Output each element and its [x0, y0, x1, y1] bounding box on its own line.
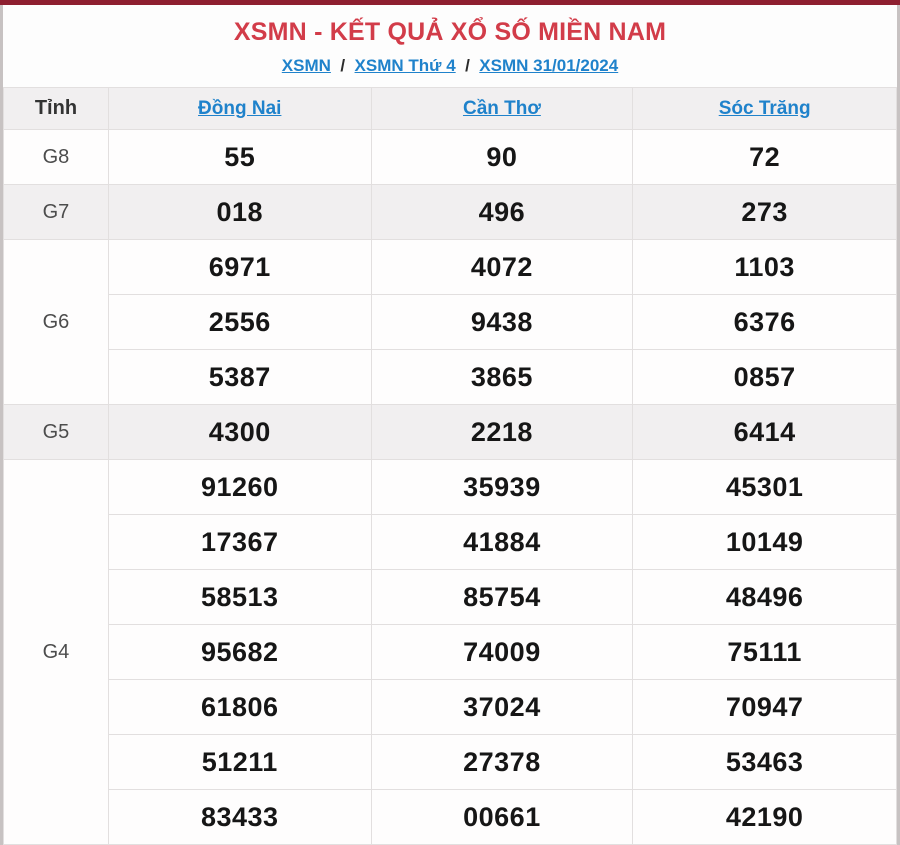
breadcrumb [3, 54, 897, 79]
table-row-g4 [4, 460, 897, 515]
prize-cell: 51211 [108, 735, 371, 790]
prize-cell: 58513 [108, 570, 371, 625]
table-row-g5 [4, 405, 897, 460]
breadcrumb-link-xsmn-thu-4[interactable]: XSMN Thứ 4 [354, 56, 456, 75]
column-header-cell [371, 88, 633, 130]
prize-cell: 90 [371, 130, 633, 185]
prize-cell: 2218 [371, 405, 633, 460]
prize-cell: 42190 [633, 790, 897, 845]
prize-cell: 10149 [633, 515, 897, 570]
prize-cell: 35939 [371, 460, 633, 515]
column-link-soc-trang[interactable]: Sóc Trăng [718, 97, 811, 119]
breadcrumb-separator: / [465, 56, 470, 75]
prize-cell: 018 [108, 185, 371, 240]
prize-cell: 75111 [633, 625, 897, 680]
prize-cell: 496 [371, 185, 633, 240]
prize-cell: 70947 [633, 680, 897, 735]
table-row-g6 [4, 295, 897, 350]
prize-group-label-g5: G5 [4, 405, 109, 460]
prize-cell: 91260 [108, 460, 371, 515]
breadcrumb-separator: / [340, 56, 346, 75]
table-row-g4 [4, 570, 897, 625]
prize-cell: 83433 [108, 790, 371, 845]
results-table [3, 87, 897, 845]
prize-cell: 17367 [108, 515, 371, 570]
prize-cell: 4072 [371, 240, 633, 295]
prize-cell: 95682 [108, 625, 371, 680]
table-row-g4 [4, 515, 897, 570]
prize-cell: 9438 [371, 295, 633, 350]
province-column-header: Tỉnh [4, 88, 109, 130]
prize-cell: 72 [633, 130, 897, 185]
column-header-cell [633, 88, 897, 130]
prize-cell: 45301 [633, 460, 897, 515]
table-row-g6 [4, 350, 897, 405]
prize-cell: 3865 [371, 350, 633, 405]
prize-cell: 1103 [633, 240, 897, 295]
prize-cell: 273 [633, 185, 897, 240]
page-container [0, 5, 900, 845]
prize-group-label-g7: G7 [4, 185, 109, 240]
prize-cell: 55 [108, 130, 371, 185]
column-link-can-tho[interactable]: Cần Thơ [462, 97, 541, 119]
table-row-g7 [4, 185, 897, 240]
prize-group-label-g8: G8 [4, 130, 109, 185]
prize-cell: 61806 [108, 680, 371, 735]
prize-cell: 2556 [108, 295, 371, 350]
page-header [3, 5, 897, 79]
prize-cell: 37024 [371, 680, 633, 735]
prize-cell: 00661 [371, 790, 633, 845]
prize-cell: 41884 [371, 515, 633, 570]
prize-cell: 6971 [108, 240, 371, 295]
table-header-row [4, 88, 897, 130]
prize-cell: 85754 [371, 570, 633, 625]
prize-group-label-g4: G4 [4, 460, 109, 845]
prize-cell: 5387 [108, 350, 371, 405]
table-row-g8 [4, 130, 897, 185]
breadcrumb-link-xsmn[interactable]: XSMN [281, 56, 331, 75]
page-title: XSMN - KẾT QUẢ XỔ SỐ MIỀN NAM [233, 18, 667, 46]
prize-cell: 48496 [633, 570, 897, 625]
prize-cell: 4300 [108, 405, 371, 460]
prize-cell: 6376 [633, 295, 897, 350]
table-row-g6 [4, 240, 897, 295]
table-row-g4 [4, 790, 897, 845]
table-row-g4 [4, 735, 897, 790]
table-row-g4 [4, 680, 897, 735]
prize-group-label-g6: G6 [4, 240, 109, 405]
column-link-dong-nai[interactable]: Đồng Nai [198, 97, 282, 119]
column-header-cell [108, 88, 371, 130]
breadcrumb-link-xsmn-date[interactable]: XSMN 31/01/2024 [479, 56, 619, 75]
prize-cell: 53463 [633, 735, 897, 790]
prize-cell: 74009 [371, 625, 633, 680]
table-row-g4 [4, 625, 897, 680]
prize-cell: 0857 [633, 350, 897, 405]
prize-cell: 27378 [371, 735, 633, 790]
prize-cell: 6414 [633, 405, 897, 460]
